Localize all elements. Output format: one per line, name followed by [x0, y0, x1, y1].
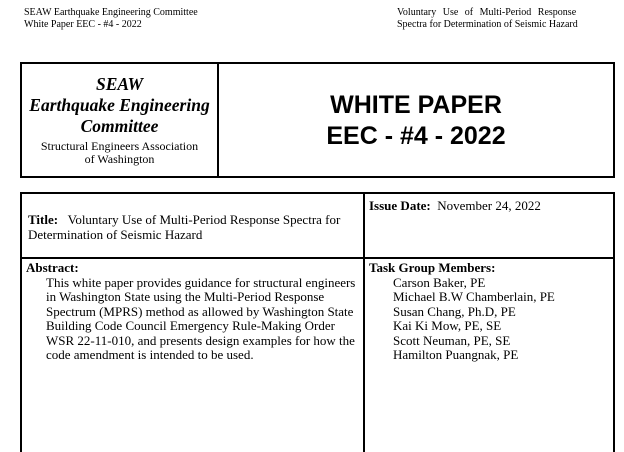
white-paper-heading	[219, 90, 613, 152]
header-paper-id: White Paper EEC - #4 - 2022	[24, 19, 142, 30]
task-group-cell	[369, 261, 555, 363]
issue-date-cell	[369, 198, 541, 213]
member-item: Hamilton Puangnak, PE	[393, 347, 519, 362]
white-paper-line1: WHITE PAPER	[330, 91, 502, 119]
task-group-label: Task Group Members:	[369, 260, 496, 275]
org-name	[22, 74, 217, 166]
issue-date-value: November 24, 2022	[437, 198, 541, 213]
abstract-label: Abstract:	[26, 260, 79, 275]
org-line3: Committee	[80, 116, 159, 136]
header-title-line2: Spectra for Determination of Seismic Hazard	[397, 19, 578, 30]
running-header-left	[24, 7, 198, 31]
member-item: Scott Neuman, PE, SE	[393, 332, 511, 348]
member-item: Kai Ki Mow, PE, SE	[393, 318, 502, 333]
info-divider-right	[363, 257, 613, 259]
member-item: Michael B.W Chamberlain, PE	[393, 289, 555, 304]
info-table	[20, 192, 615, 452]
title-cell	[28, 212, 358, 242]
header-committee: SEAW Earthquake Engineering Committee	[24, 7, 198, 18]
org-subtitle	[22, 140, 217, 166]
abstract-text: This white paper provides guidance for structural engineers in Washington State using the Multi-Period Response Spectrum (MPRS) method as allowed by Washington State Building Code Council Emergency Rule-Making Order WSR 22-11-010, and presents design examples for how the code amendment is intended to be used.	[46, 274, 356, 362]
header-title-line1: Voluntary Use of Multi-Period Response	[397, 7, 577, 18]
member-item: Carson Baker, PE	[393, 274, 486, 290]
white-paper-line2: EEC - #4 - 2022	[326, 122, 506, 150]
issue-date-label: Issue Date:	[369, 198, 431, 213]
org-line2: Earthquake Engineering	[29, 95, 210, 115]
org-sub1: Structural Engineers Association	[40, 139, 199, 153]
title-block	[20, 62, 615, 178]
title-text: Voluntary Use of Multi-Period Response Spectra for Determination of Seismic Hazard	[28, 212, 341, 242]
member-item: Susan Chang, Ph.D, PE	[393, 303, 516, 319]
abstract-cell	[26, 261, 361, 363]
info-divider-left	[22, 257, 363, 259]
title-label: Title:	[28, 212, 59, 227]
org-line1: SEAW	[95, 74, 144, 94]
org-sub2: of Washington	[84, 152, 155, 166]
running-header-right	[397, 7, 578, 31]
info-vertical-divider	[363, 194, 365, 452]
